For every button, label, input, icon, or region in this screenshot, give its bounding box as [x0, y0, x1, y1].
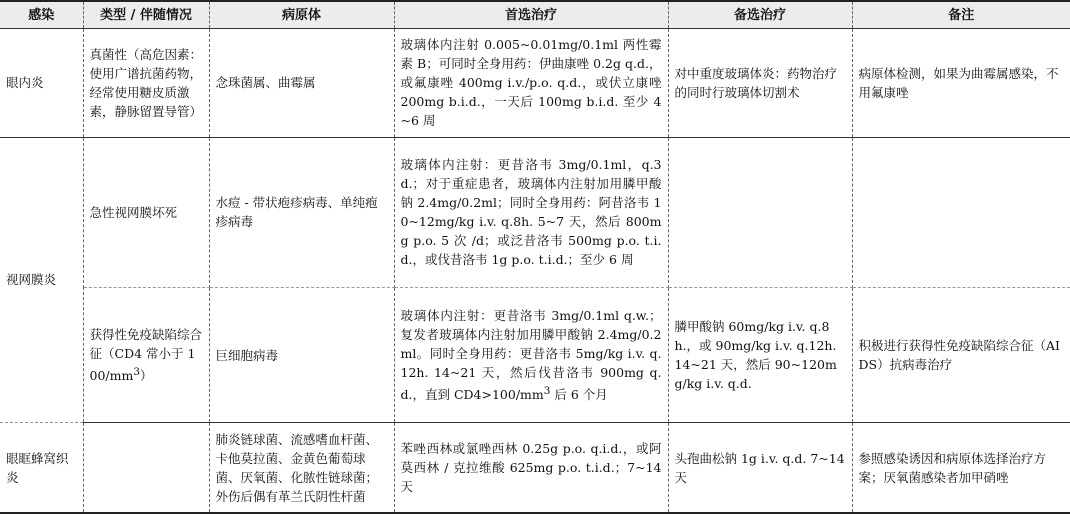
- header-infection: 感染: [0, 1, 83, 29]
- table-row: [0, 137, 1070, 288]
- cell-type-text-end: ）: [139, 368, 153, 384]
- cell-pathogen: 巨细胞病毒: [209, 288, 394, 423]
- cell-type: 真菌性（高危因素：使用广谱抗菌药物，经常使用糖皮质激素，静脉留置导管）: [83, 29, 209, 138]
- header-first-line: 首选治疗: [394, 1, 668, 29]
- cell-alternative: 头孢曲松钠 1g i.v. q.d. 7~14 天: [668, 423, 852, 514]
- cell-infection: 视网膜炎: [0, 137, 83, 422]
- cell-notes: 参照感染诱因和病原体选择治疗方案；厌氧菌感染者加甲硝唑: [852, 423, 1070, 514]
- header-pathogen: 病原体: [209, 1, 394, 29]
- header-notes: 备注: [852, 1, 1070, 29]
- header-alternative: 备选治疗: [668, 1, 852, 29]
- table-row: [0, 423, 1070, 514]
- cell-pathogen: 水痘 - 带状疱疹病毒、单纯疱疹病毒: [209, 137, 394, 288]
- cell-alternative: 对中重度玻璃体炎：药物治疗的同时行玻璃体切割术: [668, 29, 852, 138]
- cell-notes: 病原体检测，如果为曲霉属感染，不用氟康唑: [852, 29, 1070, 138]
- cell-pathogen: 念珠菌属、曲霉属: [209, 29, 394, 138]
- cell-first-line-text: 玻璃体内注射：更昔洛韦 3mg/0.1ml q.w.；复发者玻璃体内注射加用膦甲酸钠 2.4mg/0.2ml。同时全身用药：更昔洛韦 5mg/kg i.v. q.12h. 14~21 天，然后伐昔洛韦 900mg q.d.，直到 CD4>100/mm: [400, 308, 662, 403]
- cell-infection: 眼眶蜂窝织炎: [0, 423, 83, 514]
- superscript-text: 3: [133, 366, 140, 379]
- cell-type: 急性视网膜坏死: [83, 137, 209, 288]
- cell-notes: [852, 137, 1070, 288]
- table-row: [0, 29, 1070, 138]
- cell-first-line: [394, 288, 668, 423]
- cell-alternative: [668, 137, 852, 288]
- cell-first-line: 玻璃体内注射：更昔洛韦 3mg/0.1ml，q.3d.；对于重症患者，玻璃体内注射加用膦甲酸钠 2.4mg/0.2ml；同时全身用药：阿昔洛韦 10~12mg/kg i.v. q.8h. 5~7 天，然后 800mg p.o. 5 次 /d；或泛昔洛韦 500mg p.o. t.i.d.，或伐昔洛韦 1g p.o. t.i.d.；至少 6 周: [394, 137, 668, 288]
- table-row: [0, 288, 1070, 423]
- cell-first-line: 苯唑西林或氯唑西林 0.25g p.o. q.i.d.，或阿莫西林 / 克拉维酸 625mg p.o. t.i.d.；7~14 天: [394, 423, 668, 514]
- cell-alternative: 膦甲酸钠 60mg/kg i.v. q.8h.，或 90mg/kg i.v. q.12h. 14~21 天，然后 90~120mg/kg i.v. q.d.: [668, 288, 852, 423]
- cell-pathogen: 肺炎链球菌、流感嗜血杆菌、卡他莫拉菌、金黄色葡萄球菌、厌氧菌、化脓性链球菌；外伤后偶有革兰氏阴性杆菌: [209, 423, 394, 514]
- cell-type: [83, 288, 209, 423]
- cell-notes: 积极进行获得性免疫缺陷综合征（AIDS）抗病毒治疗: [852, 288, 1070, 423]
- superscript-text: 3: [543, 385, 551, 398]
- header-type: 类型 / 伴随情况: [83, 1, 209, 29]
- cell-first-line: 玻璃体内注射 0.005~0.01mg/0.1ml 两性霉素 B；可同时全身用药：伊曲康唑 0.2g q.d.，或氟康唑 400mg i.v./p.o. q.d.，或伏立康唑 200mg b.i.d.，一天后 100mg b.i.d. 至少 4~6 周: [394, 29, 668, 138]
- header-row: [0, 1, 1070, 29]
- cell-first-line-text-end: 后 6 个月: [550, 387, 608, 403]
- cell-infection: 眼内炎: [0, 29, 83, 138]
- cell-type: [83, 423, 209, 514]
- cell-type-text: 获得性免疫缺陷综合征（CD4 常小于 100/mm: [89, 327, 203, 384]
